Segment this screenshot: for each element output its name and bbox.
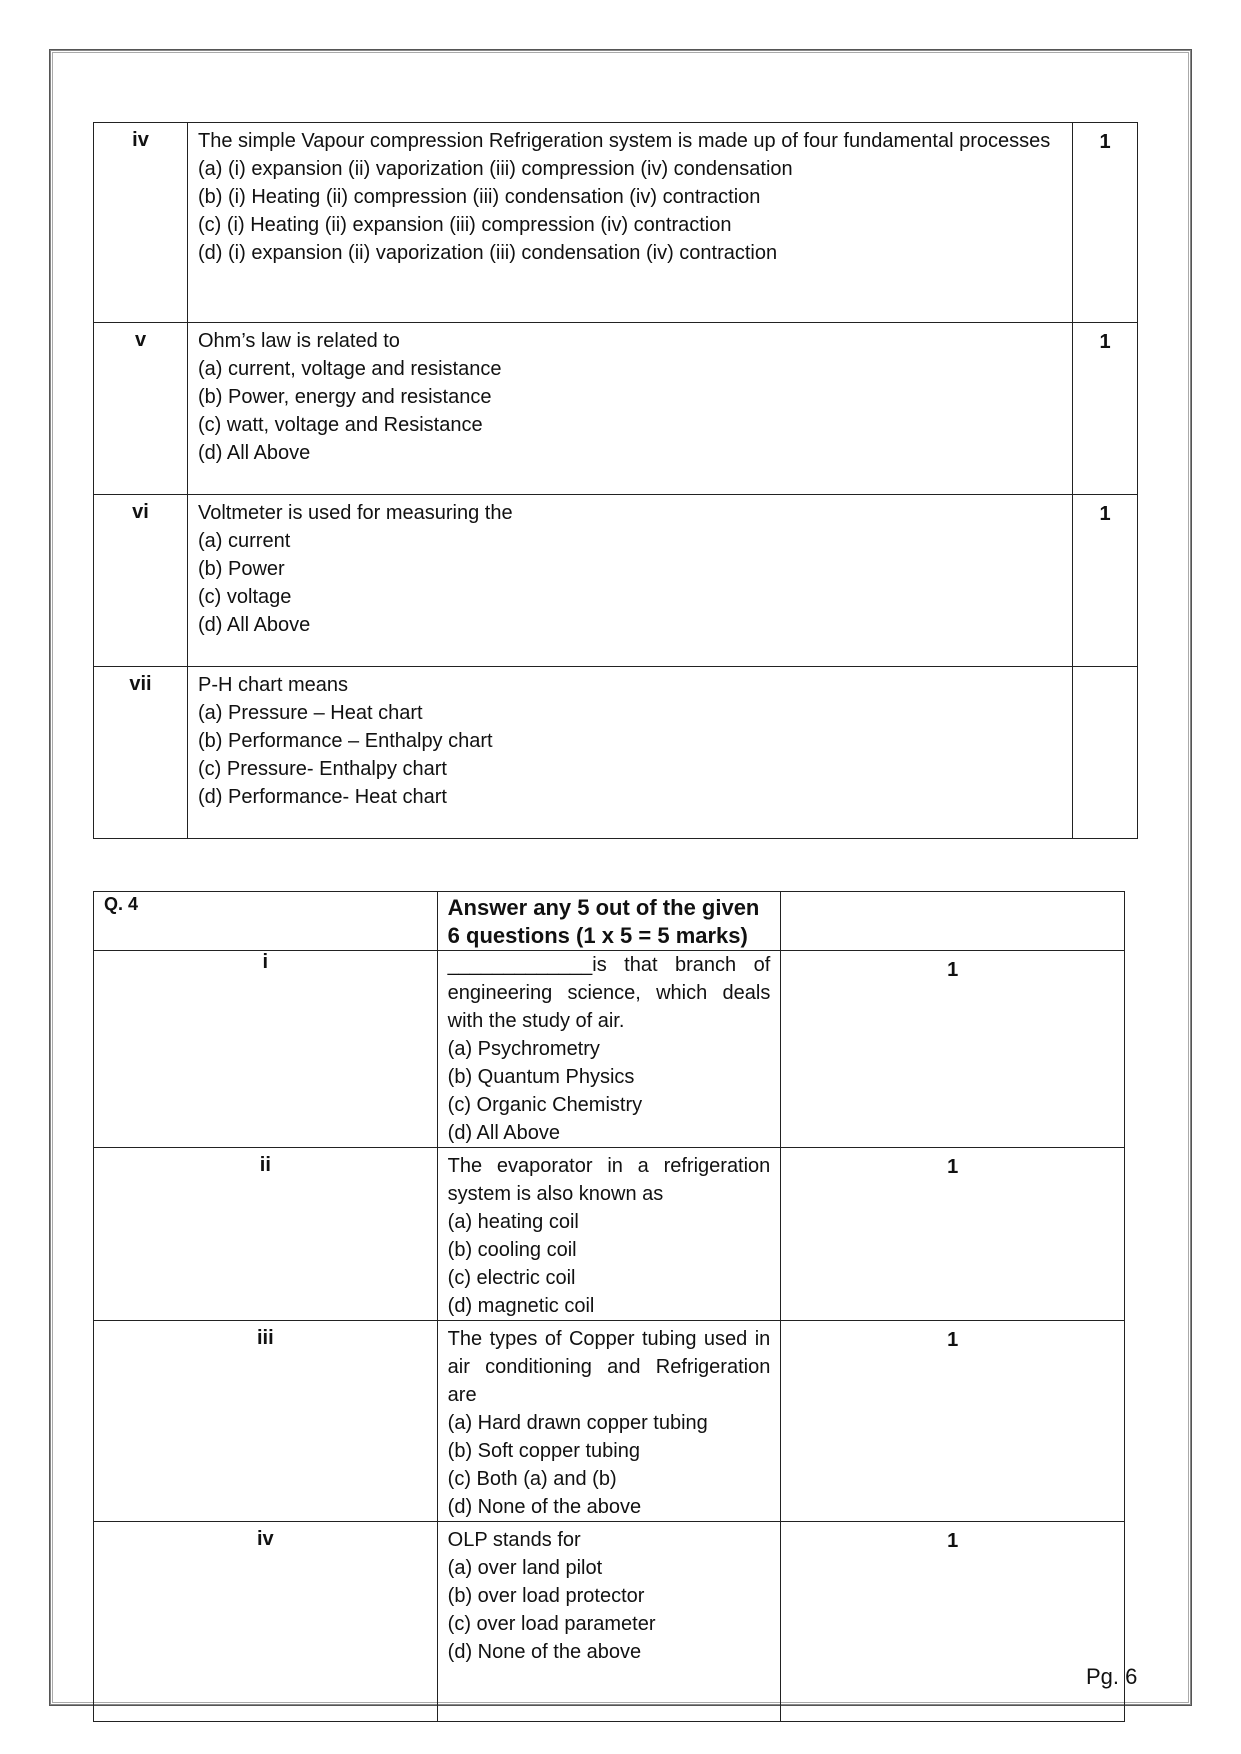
question-body xyxy=(437,1321,781,1522)
question-row xyxy=(94,951,1125,1148)
question-row xyxy=(94,1148,1125,1321)
question-body xyxy=(437,1522,781,1722)
option: (a) Pressure – Heat chart xyxy=(198,702,423,724)
question-stem: The evaporator in a refrigeration system is also known as xyxy=(447,1155,771,1205)
question-number: i xyxy=(94,951,438,1148)
question-mark: 1 xyxy=(781,1148,1125,1321)
question-body xyxy=(188,323,1073,495)
section-mark-cell xyxy=(781,892,1125,951)
option: (a) Psychrometry xyxy=(447,1038,600,1060)
question-row xyxy=(94,1321,1125,1522)
question-stem: P-H chart means xyxy=(198,674,349,696)
option: (c) over load parameter xyxy=(447,1613,656,1635)
option: (d) Performance- Heat chart xyxy=(198,786,447,808)
option: (d) All Above xyxy=(198,442,311,464)
option: (b) (i) Heating (ii) compression (iii) condensation (iv) contraction xyxy=(198,186,761,208)
question-mark: 1 xyxy=(1073,123,1138,323)
question-number: v xyxy=(94,323,188,495)
question-table-3 xyxy=(93,122,1138,839)
option: (a) Hard drawn copper tubing xyxy=(447,1412,708,1434)
question-mark xyxy=(1073,667,1138,839)
option: (b) Power xyxy=(198,558,285,580)
page-number: Pg. 6 xyxy=(1086,1664,1138,1689)
question-mark: 1 xyxy=(1073,495,1138,667)
option: (a) over land pilot xyxy=(447,1557,603,1579)
question-row xyxy=(94,1522,1125,1722)
option: (b) over load protector xyxy=(447,1585,645,1607)
question-row xyxy=(94,495,1138,667)
option: (c) Pressure- Enthalpy chart xyxy=(198,758,447,780)
option: (a) (i) expansion (ii) vaporization (iii) compression (iv) condensation xyxy=(198,158,793,180)
section-number: Q. 4 xyxy=(94,892,438,951)
option: (c) watt, voltage and Resistance xyxy=(198,414,483,436)
option: (d) magnetic coil xyxy=(447,1295,595,1317)
question-row xyxy=(94,667,1138,839)
question-number: vii xyxy=(94,667,188,839)
option: (b) cooling coil xyxy=(447,1239,577,1261)
option: (d) None of the above xyxy=(447,1641,642,1663)
question-stem: The simple Vapour compression Refrigeration system is made up of four fundamental processes xyxy=(198,130,1051,152)
option: (b) Quantum Physics xyxy=(447,1066,635,1088)
question-number: iv xyxy=(94,123,188,323)
option: (a) current, voltage and resistance xyxy=(198,358,502,380)
question-stem: Voltmeter is used for measuring the xyxy=(198,502,513,524)
option: (c) electric coil xyxy=(447,1267,576,1289)
question-number: iv xyxy=(94,1522,438,1722)
question-stem: Ohm’s law is related to xyxy=(198,330,400,352)
option: (d) (i) expansion (ii) vaporization (iii) condensation (iv) contraction xyxy=(198,242,778,264)
option: (a) current xyxy=(198,530,291,552)
option: (b) Power, energy and resistance xyxy=(198,386,492,408)
question-mark: 1 xyxy=(781,1321,1125,1522)
question-row xyxy=(94,123,1138,323)
question-number: iii xyxy=(94,1321,438,1522)
option: (d) All Above xyxy=(447,1122,560,1144)
question-mark: 1 xyxy=(781,951,1125,1148)
question-table-4 xyxy=(93,891,1125,1722)
question-stem: _____________is that branch of engineering science, which deals with the study of air. xyxy=(447,954,771,1032)
option: (b) Performance – Enthalpy chart xyxy=(198,730,493,752)
section-instruction: Answer any 5 out of the given 6 questions (1 x 5 = 5 marks) xyxy=(437,892,781,951)
question-number: vi xyxy=(94,495,188,667)
option: (d) All Above xyxy=(198,614,311,636)
option: (c) voltage xyxy=(198,586,292,608)
option: (c) (i) Heating (ii) expansion (iii) compression (iv) contraction xyxy=(198,214,732,236)
question-number: ii xyxy=(94,1148,438,1321)
option: (c) Both (a) and (b) xyxy=(447,1468,617,1490)
section-header-row xyxy=(94,892,1125,951)
question-mark: 1 xyxy=(781,1522,1125,1722)
question-stem: OLP stands for xyxy=(447,1529,581,1551)
option: (a) heating coil xyxy=(447,1211,579,1233)
question-body xyxy=(437,1148,781,1321)
option: (b) Soft copper tubing xyxy=(447,1440,640,1462)
question-body xyxy=(188,667,1073,839)
question-stem: The types of Copper tubing used in air conditioning and Refrigeration are xyxy=(447,1328,771,1406)
option: (c) Organic Chemistry xyxy=(447,1094,643,1116)
question-row xyxy=(94,323,1138,495)
question-body xyxy=(188,123,1073,323)
question-body xyxy=(188,495,1073,667)
option: (d) None of the above xyxy=(447,1496,642,1518)
question-mark: 1 xyxy=(1073,323,1138,495)
question-body xyxy=(437,951,781,1148)
